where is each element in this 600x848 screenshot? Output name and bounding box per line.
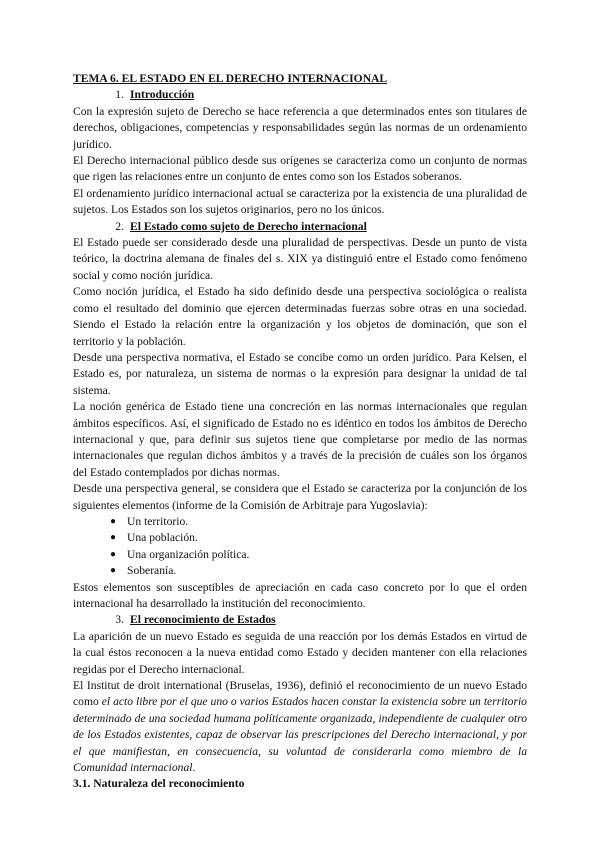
list-item: ● Soberanía.: [109, 563, 527, 579]
definition-quote: el acto libre por el que uno o varios Estados hacen constar la existencia sobre un territorio determinado de una sociedad humana políticamente organizada, independiente de cualquier otro de los Estados existentes, capaz de observar las prescripciones del Derecho internacional, y por el que manifiestan, en consecuencia, su voluntad de considerarla como miembro de la Comunidad internacional: [73, 695, 527, 775]
section-heading-reconocimiento: [73, 612, 527, 628]
section-number: 1.: [115, 88, 124, 102]
section-title: Introducción: [130, 88, 195, 102]
document-title: TEMA 6. EL ESTADO EN EL DERECHO INTERNACIONAL: [73, 72, 388, 85]
paragraph: El Derecho internacional público desde sus orígenes se caracteriza como un conjunto de normas que rigen las relaciones entre un conjunto de entes como son los Estados soberanos.: [73, 154, 527, 184]
bullet-icon: ●: [110, 532, 117, 544]
paragraph: El ordenamiento jurídico internacional actual se caracteriza por la existencia de una pluralidad de sujetos. Los Estados son los sujetos originarios, pero no los únicos.: [73, 186, 527, 217]
paragraph: Desde una perspectiva normativa, el Estado se concibe como un orden jurídico. Para Kelsen, el Estado es, por naturaleza, un sistema de normas o la expresión para designar la unidad de tal sistema.: [73, 350, 527, 397]
paragraph: La aparición de un nuevo Estado es seguida de una reacción por los demás Estados en virtud de la cual éstos reconocen a la nueva entidad como Estado y deciden mantener con ella relaciones regidas por el Derecho internacional.: [73, 629, 527, 676]
elements-list: [73, 514, 527, 580]
list-item: ● Una organización política.: [109, 547, 527, 563]
paragraph: Estos elementos son susceptibles de apreciación en cada caso concreto por lo que el orden internacional ha desarrollado la institución del reconocimiento.: [73, 580, 527, 610]
section-heading-introduccion: [73, 87, 527, 103]
subsection-heading: 3.1. Naturaleza del reconocimiento: [73, 777, 245, 791]
list-item: ● Un territorio.: [109, 514, 527, 530]
bullet-icon: ●: [110, 565, 117, 577]
bullet-icon: ●: [110, 515, 117, 527]
paragraph: La noción genérica de Estado tiene una concreción en las normas internacionales que regulan ámbitos específicos. Así, el significado de Estado no es idéntico en todos los ámbitos de Derecho internacional y que, para definir sus sujetos tiene que completarse por medio de las normas internacionales que regulan dichos ámbitos y a través de la precisión de cuáles son los órganos del Estado contemplados por dichas normas.: [73, 400, 527, 479]
section-title: El reconocimiento de Estados: [130, 613, 276, 627]
paragraph: El Estado puede ser considerado desde una pluralidad de perspectivas. Desde un punto de vista teórico, la doctrina alemana de finales del s. XIX ya distinguió entre el Estado como fenómeno social y como noción jurídica.: [73, 236, 527, 282]
paragraph: Con la expresión sujeto de Derecho se hace referencia a que determinados entes son titulares de derechos, obligaciones, competencias y responsabilidades según las normas de un ordenamiento jurídico.: [73, 104, 527, 151]
section-heading-estado-sujeto: [73, 219, 527, 235]
section-number: 2.: [115, 219, 124, 233]
paragraph: Como noción jurídica, el Estado ha sido definido desde una perspectiva sociológica o realista como el resultado del dominio que ejercen determinadas fuerzas sobre otras en una sociedad. Siendo el Estado la relación entre la organización y los objetos de dominación, que son el territorio y la población.: [73, 285, 527, 348]
bullet-icon: ●: [110, 548, 117, 560]
document-page: [73, 71, 527, 793]
paragraph: Desde una perspectiva general, se considera que el Estado se caracteriza por la conjunción de los siguientes elementos (informe de la Comisión de Arbitraje para Yugoslavia):: [73, 482, 527, 512]
section-number: 3.: [115, 613, 124, 627]
list-item: ● Una población.: [109, 530, 527, 546]
definition-paragraph: El Institut de droit international (Bruselas, 1936), definió el reconocimiento de un nuevo Estado como el acto libre por el que uno o varios Estados hacen constar la existencia sobre un territorio determinado de una sociedad humana políticamente organizada, independiente de cualquier otro de los Estados existentes, capaz de observar las prescripciones del Derecho internacional, y por el que manifiestan, en consecuencia, su voluntad de considerarla como miembro de la Comunidad internacional.: [73, 679, 527, 775]
section-title: El Estado como sujeto de Derecho internacional: [130, 219, 367, 233]
